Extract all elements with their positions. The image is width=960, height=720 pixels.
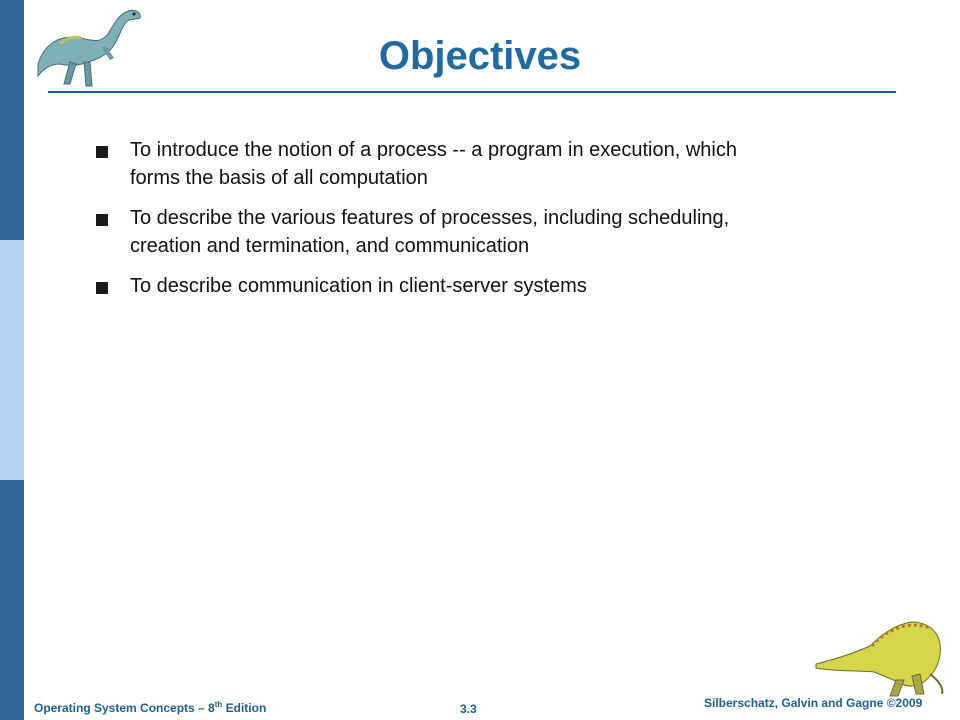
dinosaur-bottom-icon <box>812 610 952 698</box>
footer-book-title-prefix: Operating System Concepts – 8 <box>34 701 215 715</box>
footer-book-title <box>34 700 266 715</box>
footer-book-title-suffix: Edition <box>222 701 267 715</box>
square-bullet-icon <box>96 146 108 158</box>
bullet-item <box>96 272 776 300</box>
bullet-text: To describe communication in client-server systems <box>130 275 587 297</box>
bullet-item <box>96 204 776 260</box>
bullet-text: To introduce the notion of a process -- a program in execution, which forms the basis of all computation <box>130 139 737 189</box>
slide-title: Objectives <box>378 34 582 78</box>
footer-slide-number: 3.3 <box>460 702 477 716</box>
bullet-text: To describe the various features of processes, including scheduling, creation and termination, and communication <box>130 207 730 257</box>
square-bullet-icon <box>96 214 108 226</box>
bullet-list <box>96 136 776 312</box>
bullet-item <box>96 136 776 192</box>
square-bullet-icon <box>96 282 108 294</box>
title-underline <box>48 91 896 93</box>
footer-book-title-sup: th <box>214 700 223 709</box>
footer-copyright: Silberschatz, Galvin and Gagne ©2009 <box>704 696 923 710</box>
left-accent-bar <box>0 0 24 720</box>
left-accent-bar-light-segment <box>0 240 24 480</box>
